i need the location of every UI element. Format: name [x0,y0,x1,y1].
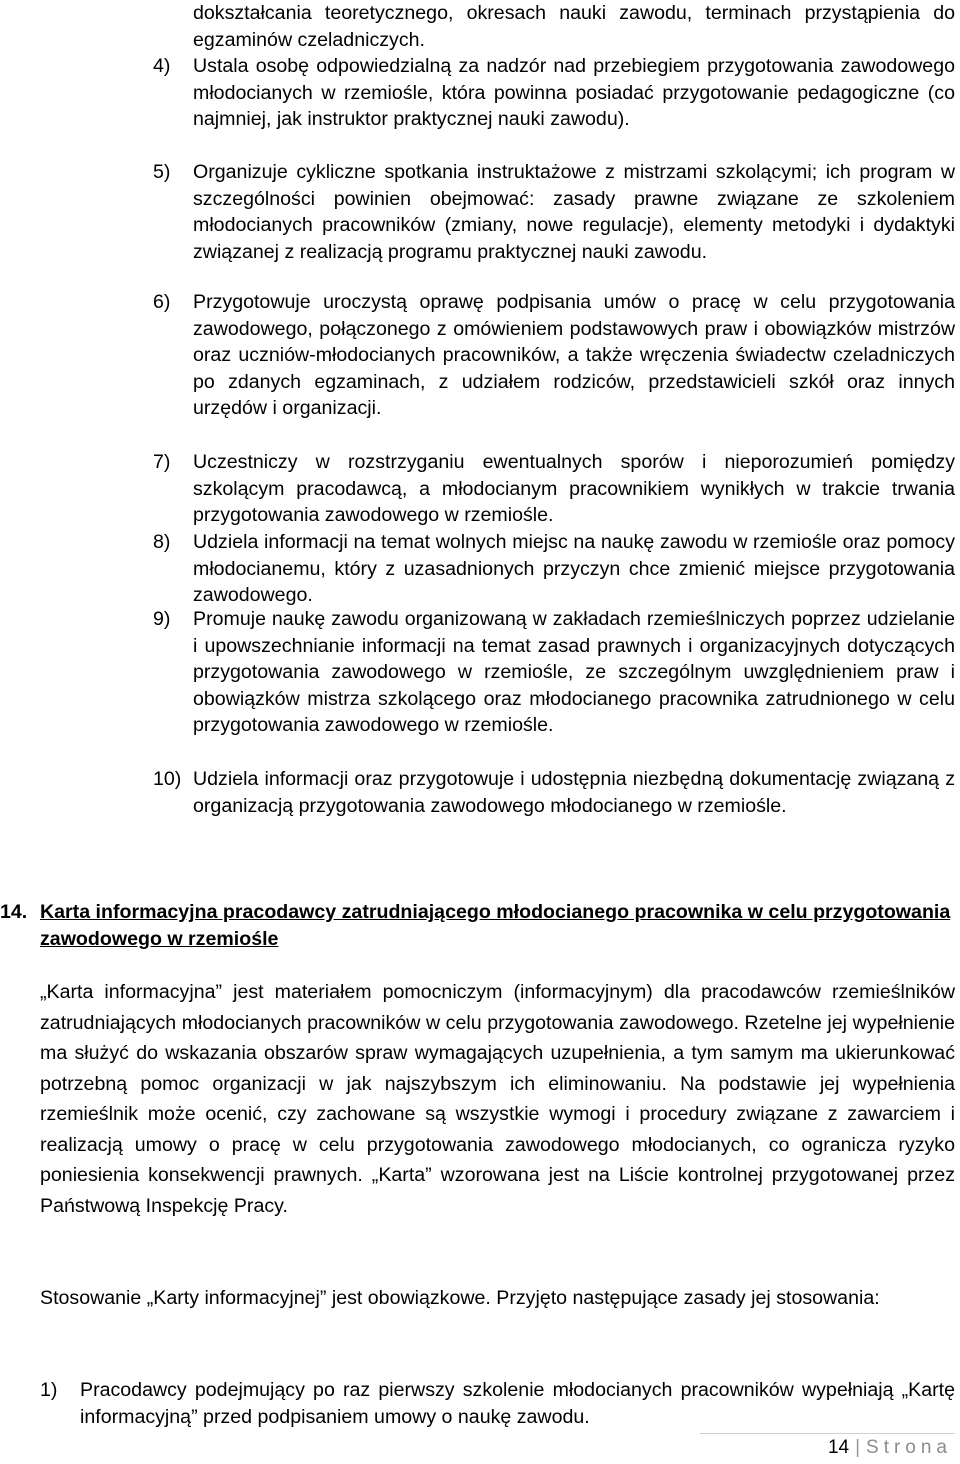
list-item-text: Pracodawcy podejmujący po raz pierwszy szkolenie młodocianych pracowników wypełniają „Kartę informacyjną” przed podpisaniem umowy o naukę zawodu. [80,1379,955,1428]
body-paragraph: Stosowanie „Karty informacyjnej” jest obowiązkowe. Przyjęto następujące zasady jej stosowania: [40,1287,880,1309]
section-title: Karta informacyjna pracodawcy zatrudniającego młodocianego pracownika w celu przygotowania zawodowego w rzemiośle [40,901,951,950]
list-item [153,449,955,529]
list-item-number: 10) [153,768,182,790]
list-item [40,1377,955,1430]
list-item-text: Udziela informacji na temat wolnych miejsc na naukę zawodu w rzemiośle oraz pomocy młodocianemu, który z uzasadnionych przyczyn chce zmienić miejsce przygotowania zawodowego. [193,531,955,607]
page-number: 14 [827,1437,850,1458]
continuation-text: dokształcania teoretycznego, okresach nauki zawodu, terminach przystąpienia do egzaminów czeladniczych. [193,2,955,51]
section-number: 14. [0,901,28,923]
footer-separator: | [855,1437,861,1458]
list-item [153,53,955,133]
list-item-number: 8) [153,531,171,553]
list-item-text: Organizuje cykliczne spotkania instruktażowe z mistrzami szkolącymi; ich program w szczególności powinien obejmować: zasady prawne związane ze szkoleniem młodocianych pracowników (zmiany, nowe regulacje), elementy metodyki i dydaktyki związanej z realizacją programu praktycznej nauki zawodu. [193,161,955,263]
list-item-number: 5) [153,161,171,183]
list-item [153,606,955,739]
list-item-number: 6) [153,291,171,313]
list-item-number: 1) [40,1379,58,1401]
list-item-text: Promuje naukę zawodu organizowaną w zakładach rzemieślniczych poprzez udzielanie i upowszechnianie informacji na temat zasad prawnych i organizacyjnych dotyczących przygotowania zawodowego w rzemiośle, ze szczególnym uwzględnieniem praw i obowiązków mistrza szkolącego oraz młodocianego pracownika zatrudnionego w celu przygotowania zawodowego w rzemiośle. [193,608,955,737]
footer-divider [700,1433,955,1434]
section-heading [0,899,955,952]
page-label: Strona [866,1437,952,1458]
list-item [153,766,955,819]
list-item-number: 7) [153,451,171,473]
list-item [153,159,955,265]
list-item-text: Ustala osobę odpowiedzialną za nadzór nad przebiegiem przygotowania zawodowego młodocianych w rzemiośle, która powinna posiadać przygotowanie pedagogiczne (co najmniej, jak instruktor praktycznej nauki zawodu). [193,55,955,131]
list-item-text: Uczestniczy w rozstrzyganiu ewentualnych sporów i nieporozumień pomiędzy szkolącym pracodawcą, a młodocianym pracownikiem wynikłych w trakcie trwania przygotowania zawodowego w rzemiośle. [193,451,955,527]
list-item [153,289,955,422]
list-item-number: 4) [153,55,171,77]
list-item-text: Udziela informacji oraz przygotowuje i udostępnia niezbędną dokumentację związaną z organizacją przygotowania zawodowego młodocianego w rzemiośle. [193,768,955,817]
list-item [153,529,955,609]
page-footer [828,1437,952,1459]
body-paragraph: „Karta informacyjna” jest materiałem pomocniczym (informacyjnym) dla pracodawców rzemieślników zatrudniających młodocianych pracowników w celu przygotowania zawodowego. Rzetelne jej wypełnienie ma służyć do wskazania obszarów spraw wymagających uzupełnienia, a tym samym ma ukierunkować potrzebną pomoc organizacji w jak najszybszym ich eliminowaniu. Na podstawie jej wypełnienia rzemieślnik może ocenić, czy zachowane są wszystkie wymogi i procedury związane z zawarciem i realizacją umowy o pracę w celu przygotowania zawodowego młodocianych, co ogranicza ryzyko poniesienia konsekwencji prawnych. „Karta” wzorowana jest na Liście kontrolnej przygotowanej przez Państwową Inspekcję Pracy. [40,981,955,1217]
list-item-text: Przygotowuje uroczystą oprawę podpisania umów o pracę w celu przygotowania zawodowego, połączonego z omówieniem podstawowych praw i obowiązków mistrzów oraz uczniów-młodocianych pracowników, a także wręczenia świadectw czeladniczych po zdanych egzaminach, z udziałem rodziców, przedstawicieli szkół oraz innych urzędów i organizacji. [193,291,955,420]
list-item-number: 9) [153,608,171,630]
